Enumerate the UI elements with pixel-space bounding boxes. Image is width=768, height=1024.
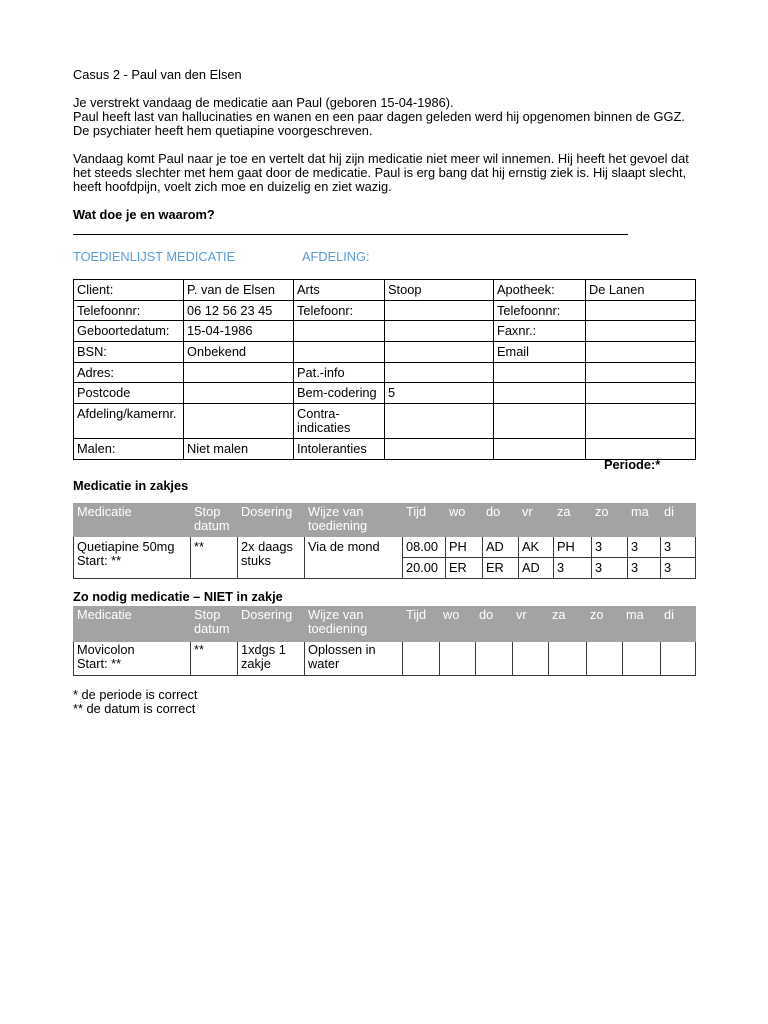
day-cell-zo: 3 — [592, 537, 628, 558]
header-dosage: Dosering — [238, 607, 305, 642]
period-label: Periode:* — [604, 457, 661, 472]
day-cell-zo: 3 — [592, 558, 628, 579]
day-cell-ma: 3 — [628, 537, 661, 558]
header-dosage: Dosering — [238, 504, 305, 537]
postcode-label: Postcode — [74, 383, 184, 404]
contraindications-value — [385, 404, 494, 439]
sachet-section-title: Medicatie in zakjes — [73, 478, 189, 493]
header-medication: Medicatie — [74, 607, 191, 642]
day-cell-vr — [513, 642, 549, 676]
footnote: * de periode is correct — [73, 687, 198, 702]
postcode-value — [184, 383, 294, 404]
birthdate-label: Geboortedatum: — [74, 321, 184, 342]
day-cell-di — [661, 642, 696, 676]
day-cell-do — [476, 642, 513, 676]
header-day-di: di — [661, 504, 696, 537]
header-day-vr: vr — [519, 504, 554, 537]
form-title: TOEDIENLIJST MEDICATIE — [73, 249, 236, 264]
physician-phone-label: Telefoonr: — [294, 301, 385, 321]
case-intro-line: Paul heeft last van hallucinaties en wanen en een paar dagen geleden werd hij opgenomen binnen de GGZ. — [73, 109, 685, 124]
empty-cell — [494, 404, 586, 439]
empty-cell — [494, 439, 586, 460]
day-cell-za: PH — [554, 537, 592, 558]
medication-name: Quetiapine 50mg Start: ** — [74, 537, 191, 579]
case-intro — [73, 96, 685, 138]
header-day-di: di — [661, 607, 696, 642]
day-cell-za — [549, 642, 587, 676]
day-cell-zo — [587, 642, 623, 676]
header-stop-date: Stop datum — [191, 504, 238, 537]
empty-cell — [494, 383, 586, 404]
email-label: Email — [494, 342, 586, 363]
as-needed-section-title: Zo nodig medicatie – NIET in zakje — [73, 589, 283, 604]
department-label: AFDELING: — [302, 249, 370, 264]
day-cell-wo: PH — [446, 537, 483, 558]
table-row — [74, 383, 696, 404]
header-day-za: za — [554, 504, 592, 537]
empty-cell — [294, 342, 385, 363]
dosage: 1xdgs 1 zakje — [238, 642, 305, 676]
table-row — [74, 321, 696, 342]
header-day-ma: ma — [628, 504, 661, 537]
administration-time: 20.00 — [403, 558, 446, 579]
header-time: Tijd — [403, 607, 440, 642]
phone-label: Telefoonnr: — [74, 301, 184, 321]
pharmacy-phone-value — [586, 301, 696, 321]
header-day-vr: vr — [513, 607, 549, 642]
header-day-do: do — [476, 607, 513, 642]
table-row — [74, 537, 696, 558]
header-day-zo: zo — [592, 504, 628, 537]
intolerances-label: Intoleranties — [294, 439, 385, 460]
header-route: Wijze van toediening — [305, 504, 403, 537]
route: Oplossen in water — [305, 642, 403, 676]
day-cell-di: 3 — [661, 558, 696, 579]
header-medication: Medicatie — [74, 504, 191, 537]
day-cell-ma: 3 — [628, 558, 661, 579]
phone-value: 06 12 56 23 45 — [184, 301, 294, 321]
table-header-row — [74, 504, 696, 537]
client-name: P. van de Elsen — [184, 280, 294, 301]
physician-phone-value — [385, 301, 494, 321]
day-cell-di: 3 — [661, 537, 696, 558]
stop-date: ** — [191, 642, 238, 676]
patient-info-label: Pat.-info — [294, 363, 385, 383]
client-label: Client: — [74, 280, 184, 301]
patient-info-value — [385, 363, 494, 383]
case-situation-line: heeft hoofdpijn, voelt zich moe en duizelig en ziet wazig. — [73, 179, 392, 194]
pharmacy-name: De Lanen — [586, 280, 696, 301]
pharmacy-label: Apotheek: — [494, 280, 586, 301]
administration-time: 08.00 — [403, 537, 446, 558]
case-title: Casus 2 - Paul van den Elsen — [73, 67, 242, 82]
header-time: Tijd — [403, 504, 446, 537]
footnote: ** de datum is correct — [73, 701, 196, 716]
route: Via de mond — [305, 537, 403, 579]
table-row — [74, 301, 696, 321]
ward-room-value — [184, 404, 294, 439]
header-day-wo: wo — [440, 607, 476, 642]
day-cell-ma — [623, 642, 661, 676]
day-cell-vr: AK — [519, 537, 554, 558]
day-cell-wo — [440, 642, 476, 676]
sachet-medication-table — [73, 503, 696, 579]
contraindications-label: Contra-indicaties — [294, 404, 385, 439]
fax-value — [586, 321, 696, 342]
table-row — [74, 404, 696, 439]
header-day-do: do — [483, 504, 519, 537]
table-header-row — [74, 607, 696, 642]
bem-coding-value: 5 — [385, 383, 494, 404]
bsn-label: BSN: — [74, 342, 184, 363]
grinding-label: Malen: — [74, 439, 184, 460]
address-value — [184, 363, 294, 383]
table-row — [74, 642, 696, 676]
address-label: Adres: — [74, 363, 184, 383]
case-question: Wat doe je en waarom? — [73, 207, 215, 222]
case-intro-line: De psychiater heeft hem quetiapine voorgeschreven. — [73, 123, 373, 138]
day-cell-za: 3 — [554, 558, 592, 579]
birthdate-value: 15-04-1986 — [184, 321, 294, 342]
medication-name: Movicolon Start: ** — [74, 642, 191, 676]
table-row — [74, 280, 696, 301]
bsn-value: Onbekend — [184, 342, 294, 363]
day-cell-do: AD — [483, 537, 519, 558]
header-route: Wijze van toediening — [305, 607, 403, 642]
header-stop-date: Stop datum — [191, 607, 238, 642]
case-intro-line: Je verstrekt vandaag de medicatie aan Paul (geboren 15-04-1986). — [73, 95, 454, 110]
empty-cell — [586, 363, 696, 383]
intolerances-value — [385, 439, 494, 460]
ward-room-label: Afdeling/kamernr. — [74, 404, 184, 439]
answer-line — [73, 234, 628, 235]
physician-label: Arts — [294, 280, 385, 301]
pharmacy-phone-label: Telefoonnr: — [494, 301, 586, 321]
case-situation — [73, 152, 689, 194]
empty-cell — [494, 363, 586, 383]
header-day-za: za — [549, 607, 587, 642]
day-cell-wo: ER — [446, 558, 483, 579]
empty-cell — [385, 321, 494, 342]
patient-info-table — [73, 279, 696, 460]
empty-cell — [586, 383, 696, 404]
case-situation-line: het steeds slechter met hem gaat door de medicatie. Paul is erg bang dat hij ernstig ziek is. Hij slaapt slecht, — [73, 165, 687, 180]
day-cell-do: ER — [483, 558, 519, 579]
empty-cell — [294, 321, 385, 342]
email-value — [586, 342, 696, 363]
as-needed-medication-table — [73, 606, 696, 676]
table-row — [74, 363, 696, 383]
administration-time — [403, 642, 440, 676]
header-day-wo: wo — [446, 504, 483, 537]
dosage: 2x daags stuks — [238, 537, 305, 579]
table-row — [74, 439, 696, 460]
empty-cell — [385, 342, 494, 363]
empty-cell — [586, 404, 696, 439]
stop-date: ** — [191, 537, 238, 579]
header-day-ma: ma — [623, 607, 661, 642]
physician-name: Stoop — [385, 280, 494, 301]
fax-label: Faxnr.: — [494, 321, 586, 342]
header-day-zo: zo — [587, 607, 623, 642]
day-cell-vr: AD — [519, 558, 554, 579]
case-situation-line: Vandaag komt Paul naar je toe en vertelt dat hij zijn medicatie niet meer wil innemen. Hij heeft het gevoel dat — [73, 151, 689, 166]
bem-coding-label: Bem-codering — [294, 383, 385, 404]
grinding-value: Niet malen — [184, 439, 294, 460]
table-row — [74, 342, 696, 363]
